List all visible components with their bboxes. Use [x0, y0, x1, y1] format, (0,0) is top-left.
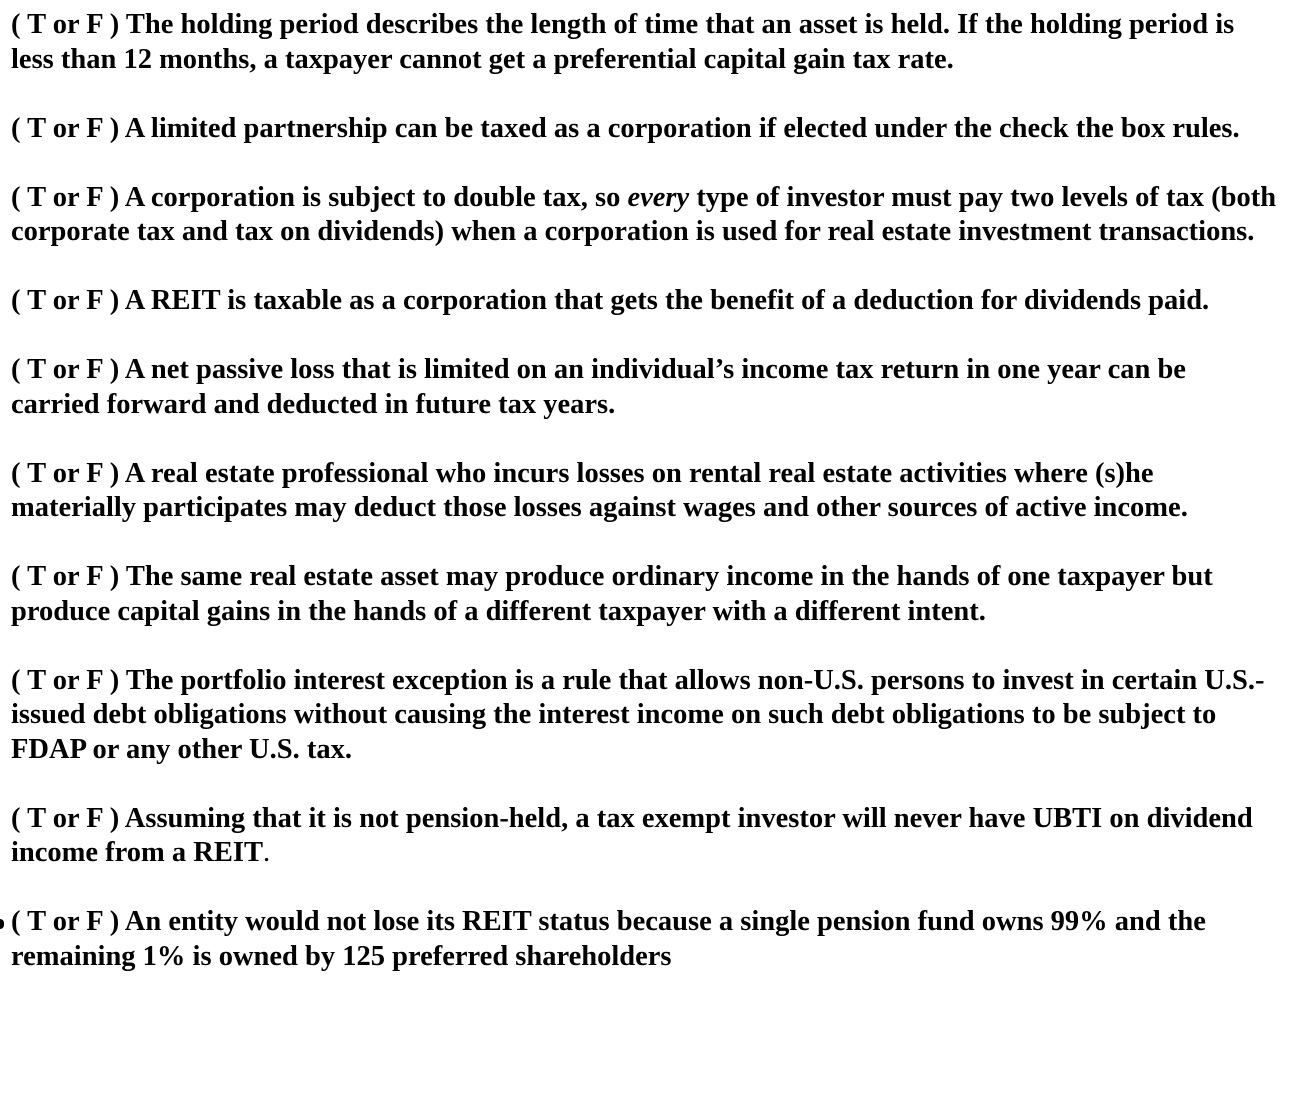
question-text: A limited partnership can be taxed as a corporation if elected under the check the box rules.	[124, 112, 1240, 144]
question-prefix: ( T or F )	[11, 354, 120, 385]
question-prefix: ( T or F )	[11, 112, 120, 144]
question-text: Assuming that it is not pension-held, a tax exempt investor will never have UBTI on dividend income from a REIT	[11, 802, 1253, 868]
question-10	[11, 905, 1281, 974]
question-prefix: ( T or F )	[11, 285, 120, 316]
question-5	[11, 353, 1281, 422]
question-9	[11, 802, 1281, 871]
question-2	[11, 112, 1281, 147]
question-8	[11, 664, 1281, 768]
question-7	[11, 560, 1281, 629]
question-text: The same real estate asset may produce ordinary income in the hands of one taxpayer but produce capital gains in the hands of a different taxpayer with a different intent.	[11, 561, 1213, 627]
cropped-mark	[0, 919, 4, 929]
question-text: The portfolio interest exception is a rule that allows non-U.S. persons to invest in certain U.S.-issued debt obligations without causing the interest income on such debt obligations to be subject to FDAP or any other U.S. tax.	[11, 664, 1265, 765]
true-false-question-list	[11, 8, 1281, 1009]
question-prefix: ( T or F )	[11, 906, 120, 937]
question-text-after: type of investor must pay two levels of tax (both corporate tax and tax on dividends) when a corporation is used for real estate investment transactions.	[11, 181, 1277, 247]
question-text: The holding period describes the length of time that an asset is held. If the holding period is less than 12 months, a taxpayer cannot get a preferential capital gain tax rate.	[11, 9, 1235, 75]
question-prefix: ( T or F )	[11, 457, 120, 489]
question-6	[11, 457, 1281, 526]
question-prefix: ( T or F )	[11, 561, 120, 592]
question-4	[11, 284, 1281, 319]
question-prefix: ( T or F )	[11, 802, 120, 834]
question-text-before: A corporation is subject to double tax, so	[124, 181, 621, 213]
question-prefix: ( T or F )	[11, 181, 120, 213]
question-3	[11, 181, 1281, 250]
question-prefix: ( T or F )	[11, 664, 120, 696]
question-emphasis: every	[627, 181, 690, 213]
question-text: A net passive loss that is limited on an individual’s income tax return in one year can be carried forward and deducted in future tax years.	[11, 354, 1186, 420]
question-text: A real estate professional who incurs losses on rental real estate activities where (s)he materially participates may deduct those losses against wages and other sources of active income.	[11, 457, 1188, 523]
question-1	[11, 8, 1281, 77]
question-text: An entity would not lose its REIT status because a single pension fund owns 99% and the remaining 1% is owned by 125 preferred shareholders	[11, 906, 1206, 972]
question-prefix: ( T or F )	[11, 9, 120, 40]
question-trailing-period: .	[263, 837, 271, 868]
question-text: A REIT is taxable as a corporation that gets the benefit of a deduction for dividends paid.	[124, 285, 1210, 316]
